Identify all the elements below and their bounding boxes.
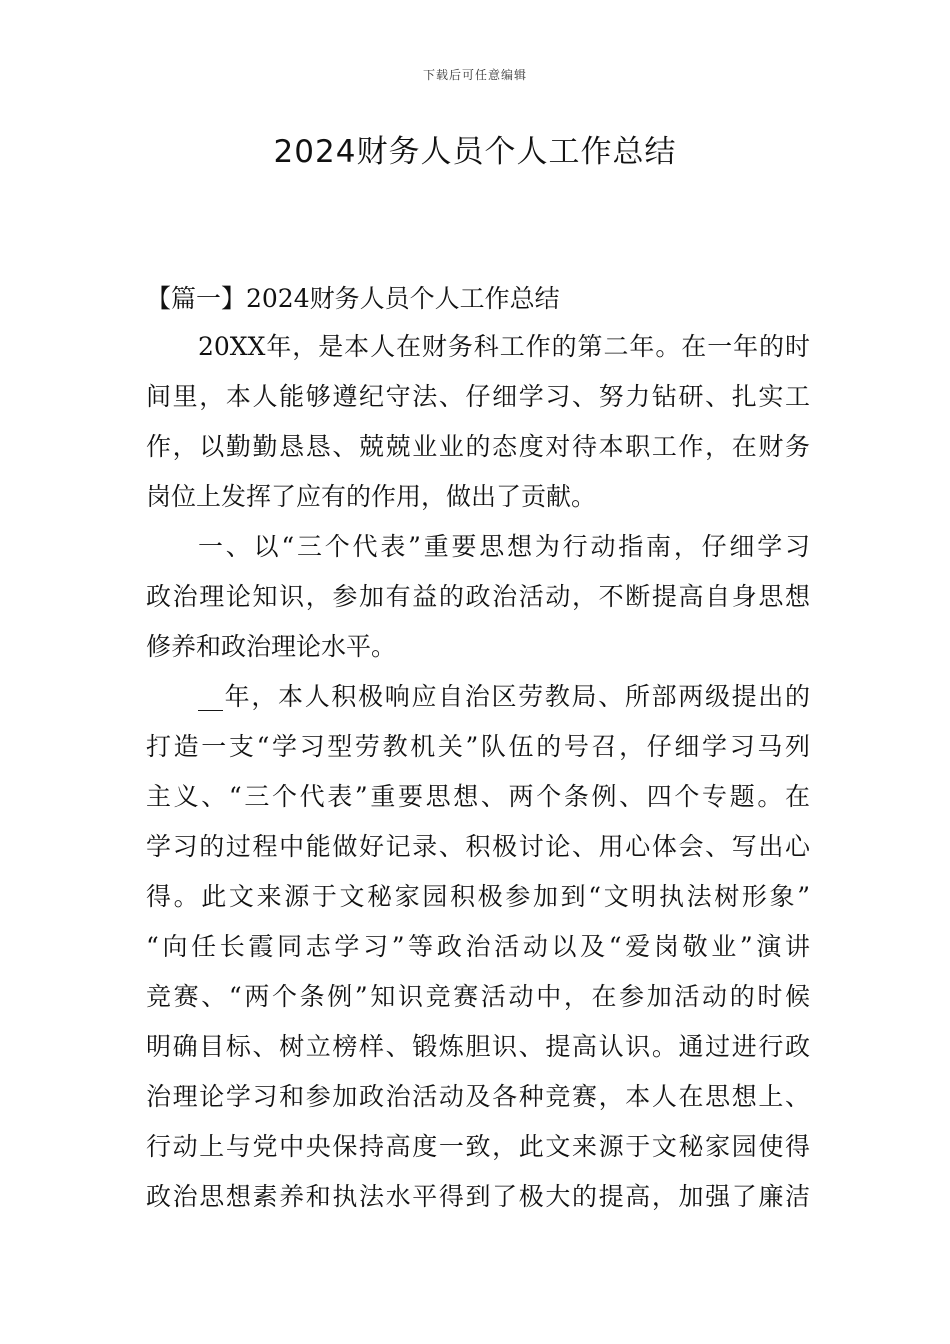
paragraph-line: 政治思想素养和执法水平得到了极大的提高，加强了廉洁 [146,1182,810,1211]
paragraph-1 [146,322,810,522]
paragraph-line: “向任长霞同志学习”等政治活动以及“爱岗敬业”演讲 [146,932,810,961]
paragraph-line: 政治理论知识，参加有益的政治活动，不断提高自身思想 [146,582,810,611]
paragraph-line: 学习的过程中能做好记录、积极讨论、用心体会、写出心 [146,832,810,861]
paragraph-line: 修养和政治理论水平。 [146,632,397,661]
paragraph-line: 20XX年，是本人在财务科工作的第二年。在一年的时 [198,332,810,361]
paragraph-line: 治理论学习和参加政治活动及各种竞赛，本人在思想上、 [146,1082,810,1111]
section-heading: 【篇一】2024财务人员个人工作总结 [146,284,560,313]
paragraph-line: __年，本人积极响应自治区劳教局、所部两级提出的 [198,682,810,711]
paragraph-line: 岗位上发挥了应有的作用，做出了贡献。 [146,482,597,511]
document-body [146,280,810,1222]
document-title: 2024财务人员个人工作总结 [273,134,677,170]
paragraph-line: 明确目标、树立榜样、锻炼胆识、提高认识。通过进行政 [146,1032,810,1061]
paragraph-line: 一、以“三个代表”重要思想为行动指南，仔细学习 [198,532,810,561]
paragraph-line: 作，以勤勤恳恳、兢兢业业的态度对待本职工作，在财务 [146,432,810,461]
paragraph-line: 得。此文来源于文秘家园积极参加到“文明执法树形象” [146,882,810,911]
paragraph-line: 行动上与党中央保持高度一致，此文来源于文秘家园使得 [146,1132,810,1161]
paragraph-line: 竞赛、“两个条例”知识竞赛活动中，在参加活动的时候 [146,982,810,1011]
page-header-note: 下载后可任意编辑 [422,68,527,82]
paragraph-2 [146,522,810,672]
paragraph-3 [146,672,810,1222]
paragraph-line: 间里，本人能够遵纪守法、仔细学习、努力钻研、扎实工 [146,382,810,411]
paragraph-line: 打造一支“学习型劳教机关”队伍的号召，仔细学习马列 [146,732,810,761]
paragraph-line: 主义、“三个代表”重要思想、两个条例、四个专题。在 [146,782,810,811]
